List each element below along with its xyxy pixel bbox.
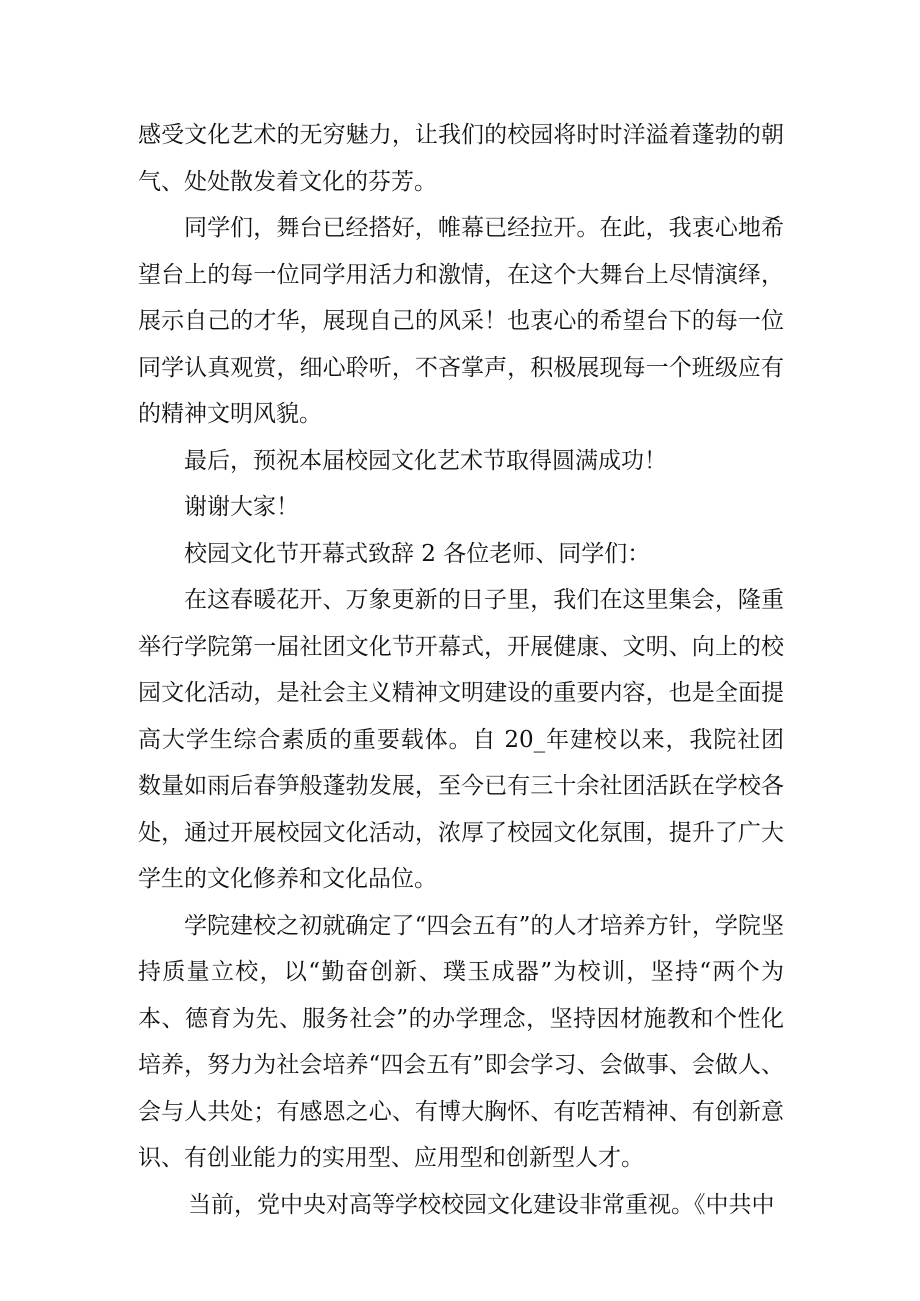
paragraph-opening-ceremony: 在这春暖花开、万象更新的日子里，我们在这里集会，隆重举行学院第一届社团文化节开幕式，开展健康、文明、向上的校园文化活动，是社会主义精神文明建设的重要内容，也是全面提高大学生综合素质的重要载体。自 20_年建校以来，我院社团数量如雨后春笋般蓬勃发展，至今已有三十余社团活跃在学校各处，通过开展校园文化活动，浓厚了校园文化氛围，提升了广大学生的文化修养和文化品位。 [138,587,784,892]
paragraph-stage-wishes: 同学们，舞台已经搭好，帷幕已经拉开。在此，我衷心地希望台上的每一位同学用活力和激情，在这个大舞台上尽情演绎，展示自己的才华，展现自己的风采！也衷心的希望台下的每一位同学认真观赏，细心聆听，不吝掌声，积极展现每一个班级应有的精神文明风貌。 [138,215,784,427]
document-body [138,112,784,1228]
paragraph-blessing: 最后，预祝本届校园文化艺术节取得圆满成功！ [184,447,667,474]
paragraph-school-philosophy: 学院建校之初就确定了“四会五有”的人才培养方针，学院坚持质量立校，以“勤奋创新、璞玉成器”为校训，坚持“两个为本、德育为先、服务社会”的办学理念，坚持因材施教和个性化培养，努力为社会培养“四会五有”即会学习、会做事、会做人、会与人共处；有感恩之心、有博大胸怀、有吃苦精神、有创新意识、有创业能力的实用型、应用型和创新型人才。 [138,912,784,1171]
paragraph-closing-of-previous: 感受文化艺术的无穷魅力，让我们的校园将时时洋溢着蓬勃的朝气、处处散发着文化的芬芳。 [138,122,784,195]
paragraph-speech-2-heading: 校园文化节开幕式致辞 2 各位老师、同学们： [184,540,651,567]
paragraph-current-policy: 当前，党中央对高等学校校园文化建设非常重视。《中共中 [188,1191,775,1218]
paragraph-thanks: 谢谢大家！ [184,494,299,520]
